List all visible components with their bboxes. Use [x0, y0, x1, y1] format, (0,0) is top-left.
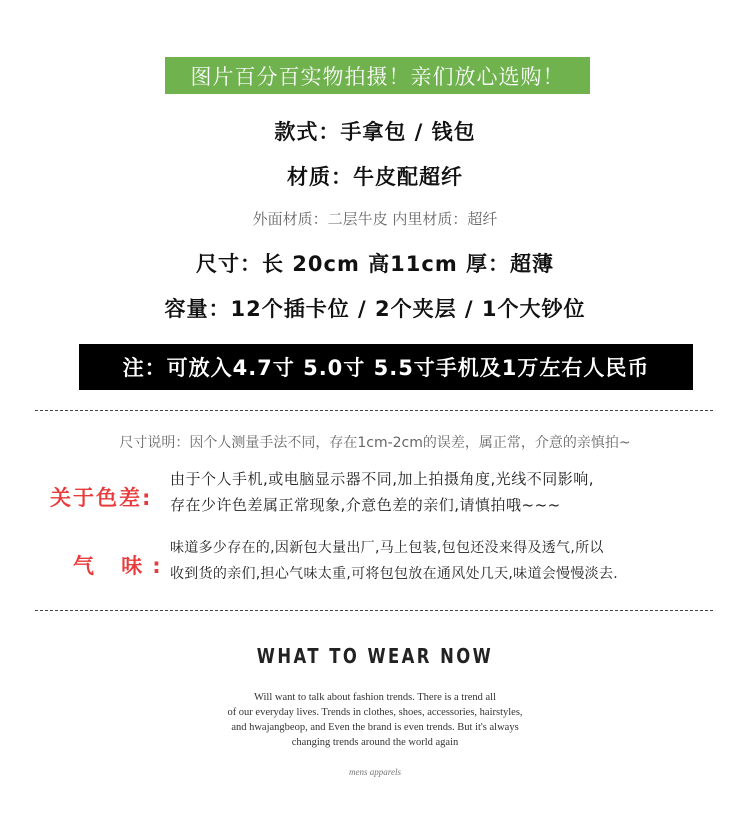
style-spec: 款式：手拿包 / 钱包 [274, 120, 476, 144]
smell-label: 气 味: [73, 554, 171, 578]
color-diff-line: 由于个人手机,或电脑显示器不同,加上拍摄角度,光线不同影响, [170, 470, 595, 488]
color-diff-text [170, 466, 730, 518]
smell-line: 味道多少存在的,因新包大量出厂,马上包装,包包还没来得及透气,所以 [170, 540, 604, 556]
photo-guarantee-banner: 图片百分百实物拍摄！亲们放心选购！ [165, 57, 590, 94]
smell-line: 收到货的亲们,担心气味太重,可将包包放在通风处几天,味道会慢慢淡去. [170, 566, 618, 582]
wear-line: and hwajangbeop, and Even the brand is even trends. But it's always [231, 722, 519, 733]
wear-body [0, 690, 750, 750]
wear-title: WHAT TO WEAR NOW [256, 644, 494, 668]
wear-line: of our everyday lives. Trends in clothes, shoes, accessories, hairstyles, [227, 707, 523, 718]
brand-tagline: mens apparels [349, 767, 401, 777]
phone-fit-notice: 注：可放入4.7寸 5.0寸 5.5寸手机及1万左右人民币 [79, 344, 693, 390]
size-spec: 尺寸：长 20cm 高11cm 厚：超薄 [195, 252, 555, 276]
color-diff-line: 存在少许色差属正常现象,介意色差的亲们,请慎拍哦~~~ [170, 496, 561, 514]
size-note: 尺寸说明：因个人测量手法不同，存在1cm-2cm的误差，属正常，介意的亲慎拍~ [119, 435, 631, 451]
material-detail: 外面材质：二层牛皮 内里材质：超纤 [252, 210, 498, 228]
top-divider [35, 410, 713, 411]
material-spec: 材质：牛皮配超纤 [287, 165, 463, 189]
color-diff-label: 关于色差: [50, 486, 153, 510]
bottom-divider [35, 610, 713, 611]
wear-line: Will want to talk about fashion trends. There is a trend all [254, 692, 496, 703]
wear-line: changing trends around the world again [291, 737, 459, 748]
smell-text [170, 535, 730, 587]
capacity-spec: 容量：12个插卡位 / 2个夹层 / 1个大钞位 [164, 297, 586, 321]
